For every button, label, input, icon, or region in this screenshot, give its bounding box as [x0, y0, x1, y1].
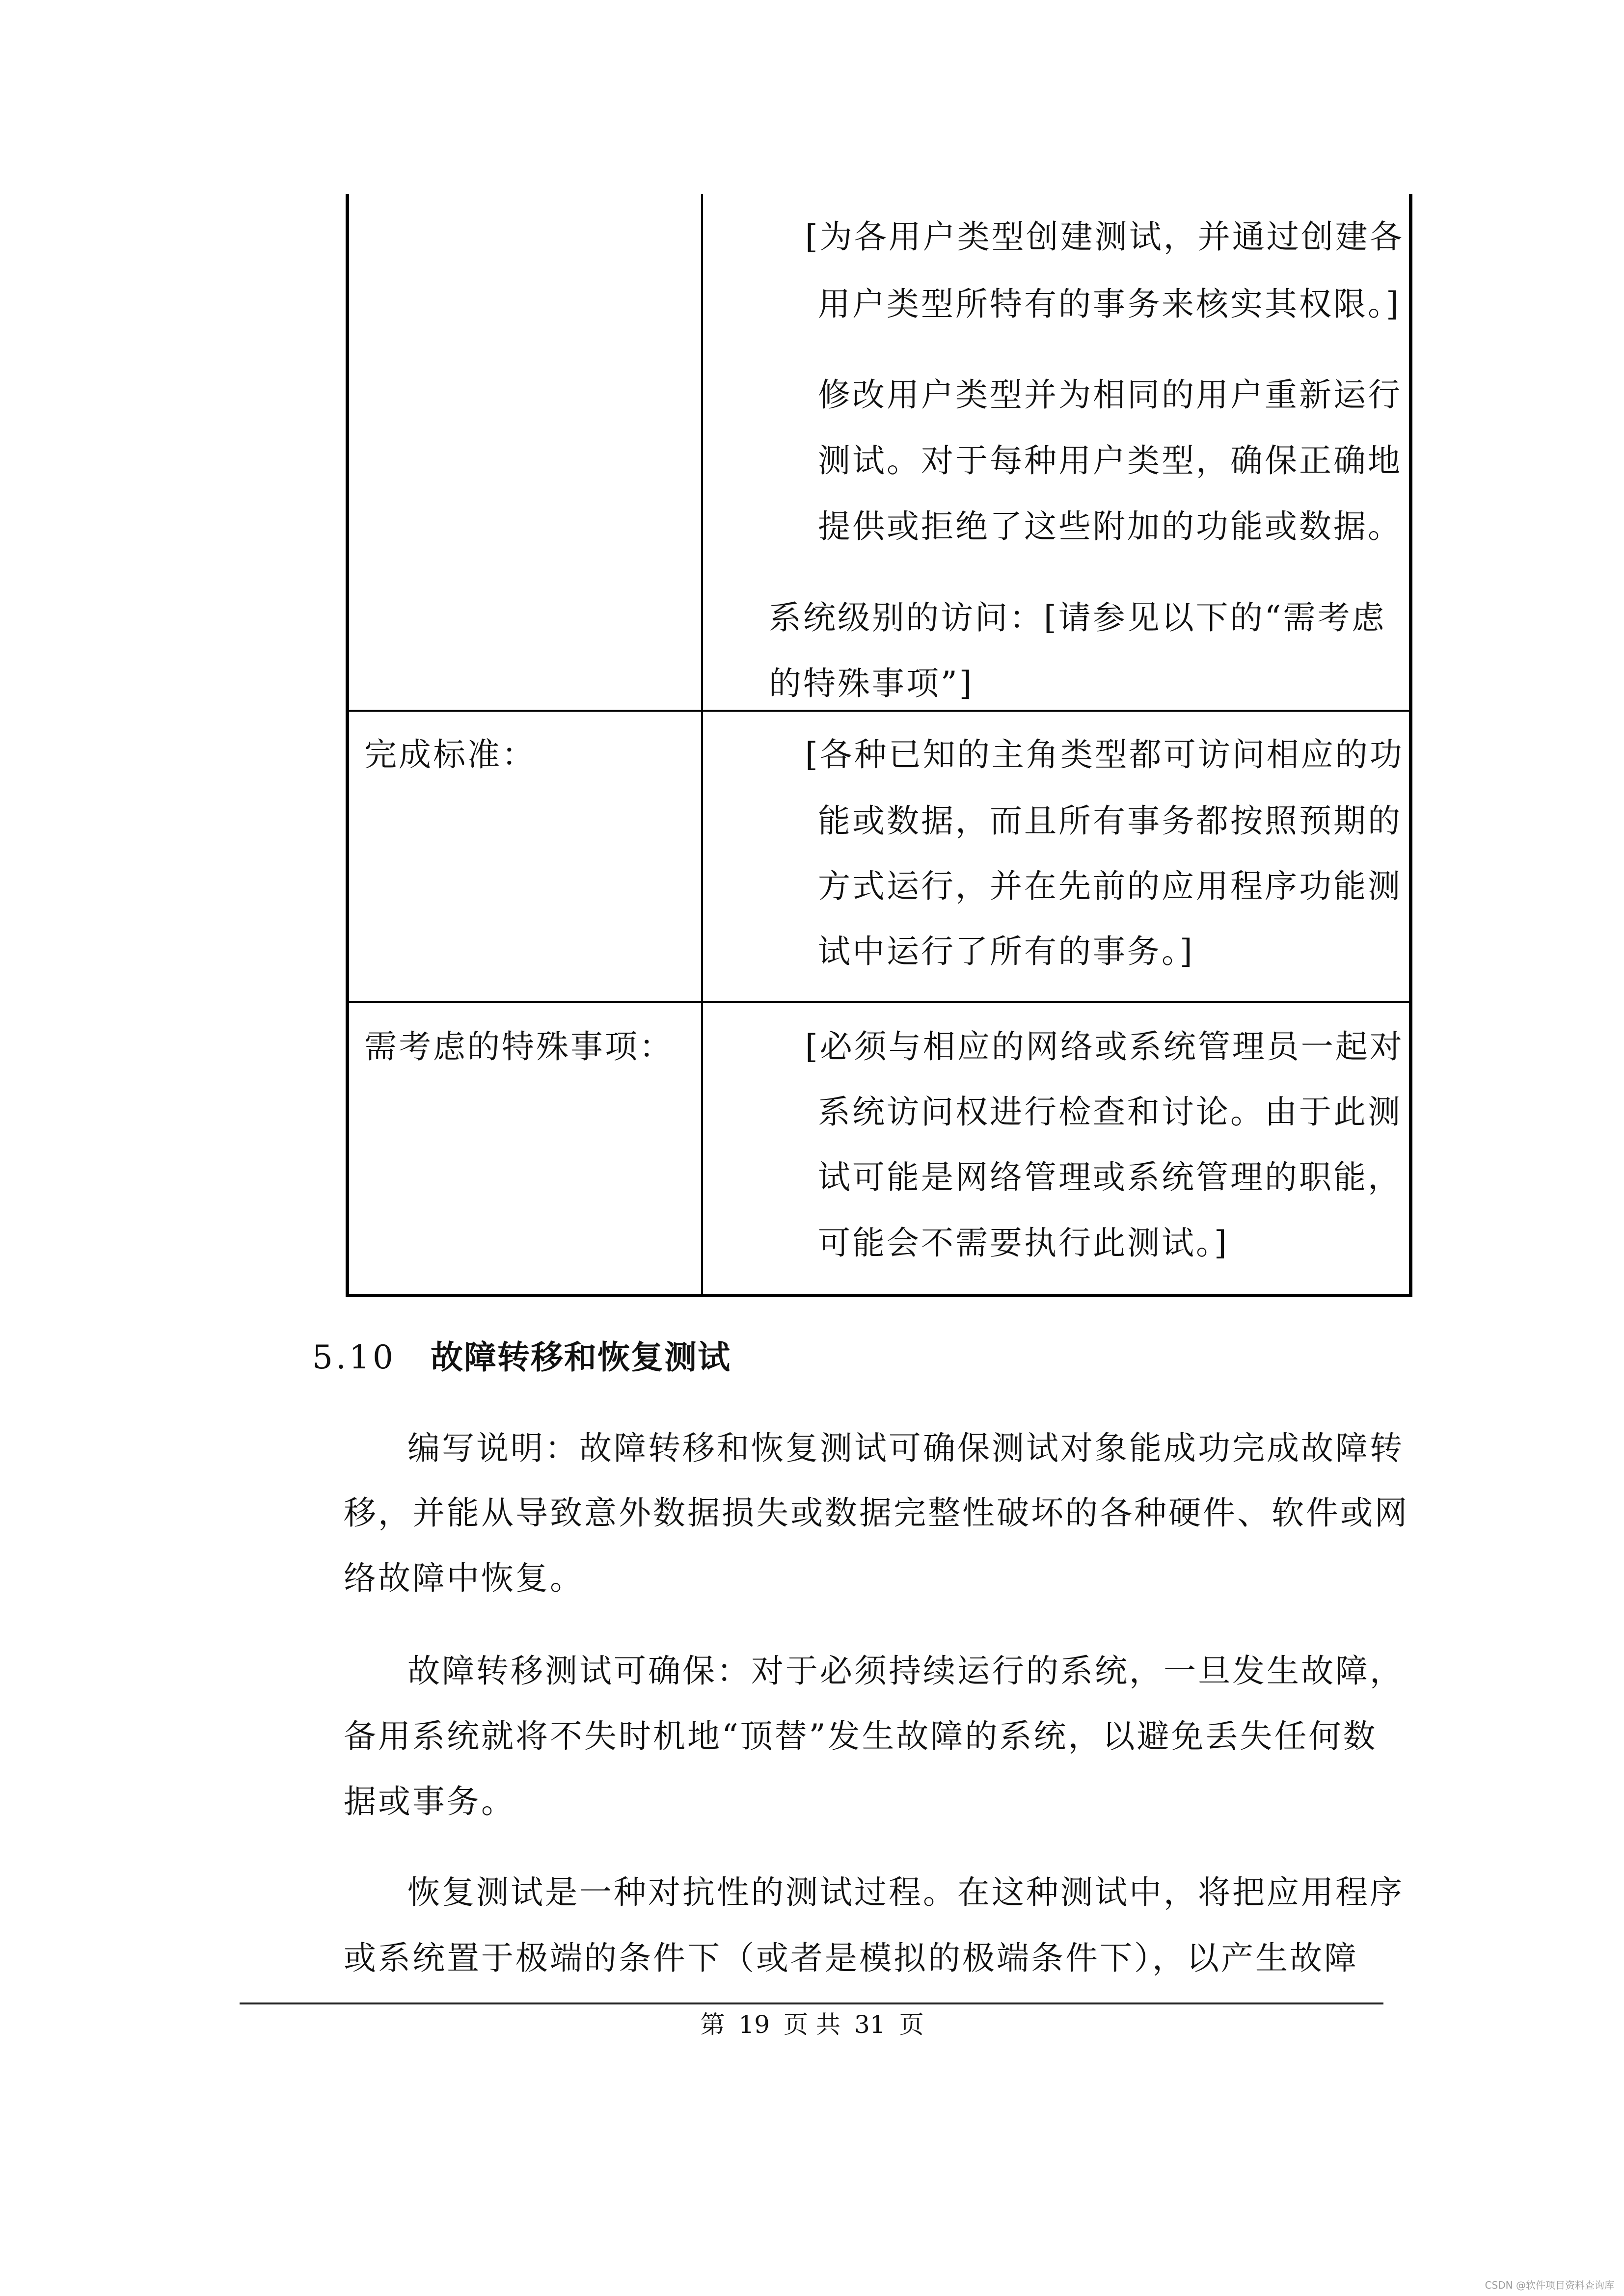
table-cell-line: [各种已知的主角类型都可访问相应的功: [805, 736, 1404, 774]
paragraph-line: 恢复测试是一种对抗性的测试过程。在这种测试中，将把应用程序: [407, 1873, 1404, 1911]
table-cell-line: 试中运行了所有的事务。]: [818, 933, 1194, 970]
table-border-bottom: [346, 1294, 1412, 1297]
section-number: 5.10: [312, 1338, 396, 1376]
table-border-left: [346, 194, 349, 1297]
footer-suffix: 页: [899, 2010, 924, 2039]
table-border-right: [1409, 194, 1412, 1297]
paragraph-line: 移，并能从导致意外数据损失或数据完整性破坏的各种硬件、软件或网: [344, 1494, 1409, 1532]
page-footer: [0, 2012, 1624, 2037]
table-row-divider: [346, 1001, 1412, 1003]
table-cell-label: 完成标准：: [364, 736, 536, 774]
paragraph-line: 编写说明：故障转移和恢复测试可确保测试对象能成功完成故障转: [407, 1429, 1404, 1467]
table-cell-line: 方式运行，并在先前的应用程序功能测: [818, 867, 1402, 905]
paragraph-line: 络故障中恢复。: [344, 1559, 584, 1597]
table-cell-line: [必须与相应的网络或系统管理员一起对: [805, 1028, 1404, 1066]
table-cell-label: 需考虑的特殊事项：: [364, 1028, 674, 1066]
footer-rule: [240, 2002, 1383, 2004]
section-title: 故障转移和恢复测试: [430, 1338, 731, 1376]
table-cell-line: 用户类型所特有的事务来核实其权限。]: [818, 285, 1401, 323]
paragraph-line: 备用系统就将不失时机地“顶替”发生故障的系统，以避免丢失任何数: [344, 1717, 1378, 1755]
table-cell-line: [为各用户类型创建测试，并通过创建各: [805, 218, 1404, 256]
paragraph-line: 据或事务。: [344, 1783, 515, 1820]
table-cell-line: 修改用户类型并为相同的用户重新运行: [818, 376, 1402, 414]
current-page-number: 19: [738, 2010, 770, 2039]
table-cell-line: 提供或拒绝了这些附加的功能或数据。: [818, 507, 1402, 545]
table-cell-line: 系统级别的访问：[请参见以下的“需考虑: [769, 599, 1386, 637]
table-cell-line: 可能会不需要执行此测试。]: [818, 1224, 1229, 1262]
paragraph-line: 故障转移测试可确保：对于必须持续运行的系统，一旦发生故障，: [407, 1652, 1404, 1690]
table-cell-line: 能或数据，而且所有事务都按照预期的: [818, 802, 1402, 840]
footer-prefix: 第: [700, 2010, 725, 2039]
section-heading: [312, 1338, 731, 1376]
table-cell-line: 测试。对于每种用户类型，确保正确地: [818, 442, 1402, 480]
total-pages-number: 31: [854, 2010, 886, 2039]
table-cell-line: 系统访问权进行检查和讨论。由于此测: [818, 1093, 1402, 1131]
table-row-divider: [346, 710, 1412, 712]
table-column-divider: [701, 194, 703, 1297]
watermark: CSDN @软件项目资料查询库: [1485, 2279, 1614, 2291]
paragraph-line: 或系统置于极端的条件下（或者是模拟的极端条件下），以产生故障: [344, 1939, 1358, 1977]
footer-middle: 页 共: [784, 2010, 840, 2039]
table-cell-line: 试可能是网络管理或系统管理的职能，: [818, 1158, 1402, 1196]
table-cell-line: 的特殊事项”]: [769, 665, 974, 702]
